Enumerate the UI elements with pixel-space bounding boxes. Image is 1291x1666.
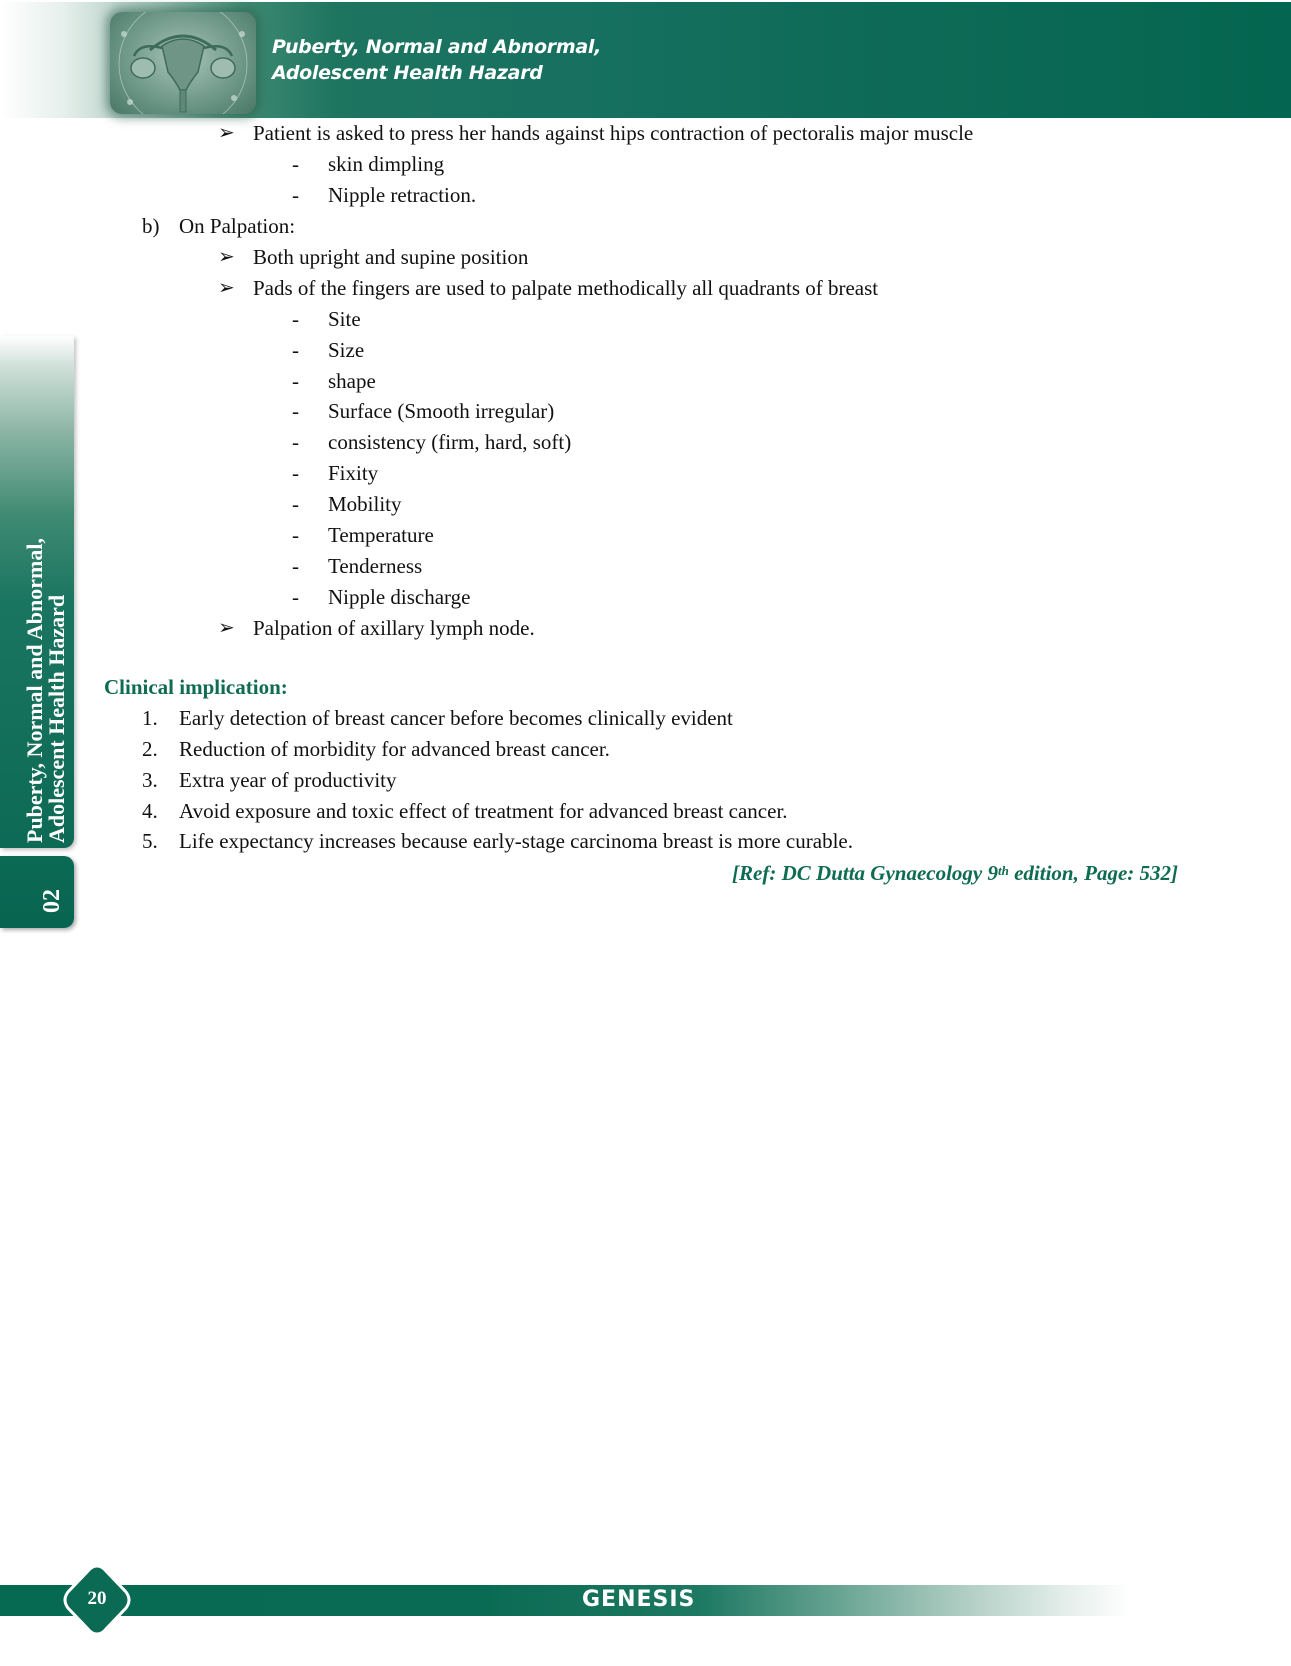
palpation-feature: consistency (firm, hard, soft) xyxy=(328,430,572,454)
dash-bullet-icon: - xyxy=(292,461,299,485)
palpation-feature: Mobility xyxy=(328,492,402,516)
page-number: 20 xyxy=(87,1588,107,1609)
inspection-sign: Nipple retraction. xyxy=(328,183,477,207)
dash-bullet-icon: - xyxy=(292,554,299,578)
list-item: Avoid exposure and toxic effect of treatment for advanced breast cancer. xyxy=(179,799,788,823)
chapter-side-title xyxy=(24,538,68,843)
dash-bullet-icon: - xyxy=(292,369,299,393)
list-number: 5. xyxy=(142,829,158,853)
arrow-bullet-icon: ➢ xyxy=(218,122,235,144)
list-item: Early detection of breast cancer before becomes clinically evident xyxy=(179,706,733,730)
arrow-bullet-icon: ➢ xyxy=(218,246,235,268)
palpation-feature: shape xyxy=(328,369,376,393)
palpation-heading: On Palpation: xyxy=(179,214,296,238)
palpation-bullet: Pads of the fingers are used to palpate methodically all quadrants of breast xyxy=(253,276,879,300)
uterus-illustration-icon xyxy=(110,12,256,114)
inspection-sign: skin dimpling xyxy=(328,152,445,176)
palpation-feature: Temperature xyxy=(328,523,434,547)
chapter-side-title-line1: Puberty, Normal and Abnormal, xyxy=(22,538,47,843)
dash-bullet-icon: - xyxy=(292,399,299,423)
palpation-feature: Fixity xyxy=(328,461,379,485)
header-title xyxy=(272,34,601,86)
axillary-bullet: Palpation of axillary lymph node. xyxy=(253,616,535,640)
list-number: 2. xyxy=(142,737,158,761)
dash-bullet-icon: - xyxy=(292,307,299,331)
palpation-feature: Size xyxy=(328,338,365,362)
dash-bullet-icon: - xyxy=(292,430,299,454)
list-number: 4. xyxy=(142,799,158,823)
chapter-side-title-line2: Adolescent Health Hazard xyxy=(44,594,69,843)
palpation-marker: b) xyxy=(142,214,160,238)
clinical-implication-heading: Clinical implication: xyxy=(104,675,288,699)
brand-logo: GENESIS xyxy=(582,1587,696,1612)
dash-bullet-icon: - xyxy=(292,338,299,362)
list-item: Extra year of productivity xyxy=(179,768,397,792)
reference-citation xyxy=(732,857,1178,887)
dash-bullet-icon: - xyxy=(292,492,299,516)
chapter-number: 02 xyxy=(39,889,65,913)
palpation-feature: Tenderness xyxy=(328,554,423,578)
reference-superscript: th xyxy=(998,863,1009,878)
list-number: 1. xyxy=(142,706,158,730)
arrow-bullet-icon: ➢ xyxy=(218,277,235,299)
reference-suffix: edition, Page: 532] xyxy=(1008,861,1178,885)
header-title-line2: Adolescent Health Hazard xyxy=(272,62,543,84)
list-item: Reduction of morbidity for advanced breast cancer. xyxy=(179,737,610,761)
inspection-bullet: Patient is asked to press her hands against hips contraction of pectoralis major muscle xyxy=(253,121,974,145)
dash-bullet-icon: - xyxy=(292,585,299,609)
palpation-feature: Surface (Smooth irregular) xyxy=(328,399,555,423)
header-title-line1: Puberty, Normal and Abnormal, xyxy=(272,36,601,58)
palpation-feature: Nipple discharge xyxy=(328,585,471,609)
dash-bullet-icon: - xyxy=(292,183,299,207)
list-number: 3. xyxy=(142,768,158,792)
palpation-bullet: Both upright and supine position xyxy=(253,245,529,269)
dash-bullet-icon: - xyxy=(292,152,299,176)
arrow-bullet-icon: ➢ xyxy=(218,617,235,639)
dash-bullet-icon: - xyxy=(292,523,299,547)
page-header xyxy=(0,2,1291,118)
list-item: Life expectancy increases because early-stage carcinoma breast is more curable. xyxy=(179,829,853,853)
palpation-feature: Site xyxy=(328,307,361,331)
reference-prefix: [Ref: DC Dutta Gynaecology 9 xyxy=(732,861,999,885)
